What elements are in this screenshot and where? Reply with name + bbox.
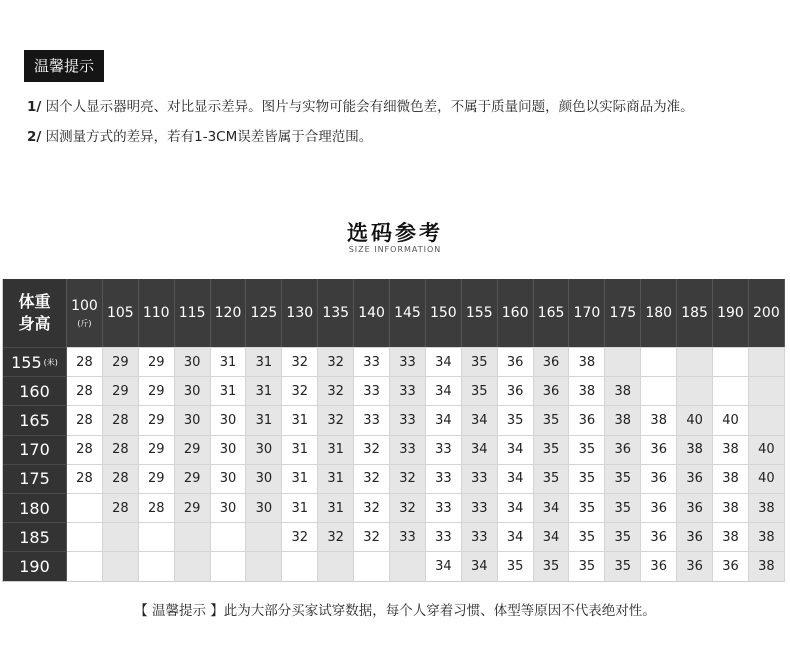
size-cell [246, 522, 282, 551]
size-cell: 29 [139, 435, 175, 464]
size-cell [103, 551, 139, 580]
size-cell: 31 [246, 347, 282, 376]
size-cell: 30 [175, 347, 211, 376]
weight-header [569, 279, 605, 347]
weight-header [390, 279, 426, 347]
size-cell [641, 376, 677, 405]
size-cell: 30 [211, 493, 247, 522]
size-cell: 31 [318, 435, 354, 464]
size-cell [390, 551, 426, 580]
size-cell: 40 [749, 435, 785, 464]
weight-header-value: 175 [609, 305, 637, 321]
weight-header-value: 180 [645, 305, 673, 321]
size-cell: 31 [246, 376, 282, 405]
weight-header [211, 279, 247, 347]
size-cell: 35 [534, 405, 570, 434]
size-cell: 31 [318, 464, 354, 493]
weight-header [246, 279, 282, 347]
height-header [3, 464, 67, 493]
size-cell: 29 [175, 464, 211, 493]
notice-line-1-text: 因个人显示器明亮、对比显示差异。图片与实物可能会有细微色差，不属于质量问题，颜色以实际商品为准。 [45, 99, 694, 115]
size-cell: 32 [318, 347, 354, 376]
weight-header-value: 105 [106, 305, 134, 321]
size-cell: 29 [103, 376, 139, 405]
size-cell: 28 [67, 464, 103, 493]
size-cell: 31 [318, 493, 354, 522]
size-cell: 38 [569, 376, 605, 405]
notice-line-2 [27, 125, 372, 145]
size-cell: 40 [749, 464, 785, 493]
weight-header [139, 279, 175, 347]
size-cell: 40 [713, 405, 749, 434]
size-cell: 34 [498, 493, 534, 522]
size-cell: 34 [534, 522, 570, 551]
size-cell: 30 [211, 435, 247, 464]
size-cell: 38 [713, 435, 749, 464]
height-header [3, 551, 67, 580]
size-cell: 33 [390, 435, 426, 464]
size-table [2, 279, 785, 582]
size-cell [211, 551, 247, 580]
size-cell: 35 [462, 347, 498, 376]
height-unit: (米) [43, 357, 58, 367]
notice-line-2-text: 因测量方式的差异，若有1-3CM误差皆属于合理范围。 [45, 129, 373, 145]
size-cell: 30 [175, 376, 211, 405]
weight-header [282, 279, 318, 347]
size-cell: 35 [605, 551, 641, 580]
weight-header-value: 160 [501, 305, 529, 321]
height-header-value: 170 [19, 440, 50, 460]
size-cell: 29 [175, 493, 211, 522]
size-cell: 28 [103, 405, 139, 434]
weight-header [462, 279, 498, 347]
size-cell: 32 [282, 347, 318, 376]
size-cell: 40 [677, 405, 713, 434]
weight-header-value: 200 [753, 305, 780, 321]
size-cell: 35 [569, 522, 605, 551]
size-cell: 36 [713, 551, 749, 580]
size-cell: 38 [641, 405, 677, 434]
size-cell: 32 [354, 493, 390, 522]
size-cell: 34 [534, 493, 570, 522]
size-cell [246, 551, 282, 580]
size-cell [749, 405, 785, 434]
size-cell: 36 [677, 522, 713, 551]
size-cell: 34 [498, 435, 534, 464]
size-cell: 32 [318, 405, 354, 434]
section-subtitle: SIZE INFORMATION [348, 245, 442, 254]
size-cell: 30 [175, 405, 211, 434]
weight-header-value: 130 [286, 305, 314, 321]
notice-line-1-number: 1/ [27, 99, 42, 115]
size-cell: 31 [282, 464, 318, 493]
size-cell: 35 [498, 405, 534, 434]
size-cell: 33 [462, 464, 498, 493]
size-cell: 38 [713, 464, 749, 493]
height-header-value: 165 [19, 410, 50, 430]
size-cell [139, 551, 175, 580]
table-corner [3, 279, 67, 347]
size-cell: 28 [67, 405, 103, 434]
size-cell: 36 [534, 347, 570, 376]
weight-header-value: 125 [250, 305, 278, 321]
weight-header-value: 155 [465, 305, 493, 321]
size-cell: 38 [713, 522, 749, 551]
size-cell: 36 [641, 464, 677, 493]
size-cell: 33 [354, 376, 390, 405]
size-cell: 28 [103, 435, 139, 464]
size-cell: 36 [641, 522, 677, 551]
size-cell [139, 522, 175, 551]
size-cell: 30 [211, 405, 247, 434]
height-header [3, 493, 67, 522]
size-cell: 34 [426, 376, 462, 405]
weight-header-value: 190 [717, 305, 744, 321]
size-cell: 30 [246, 464, 282, 493]
size-cell: 28 [67, 435, 103, 464]
weight-header [641, 279, 677, 347]
height-header-value: 155 [11, 352, 42, 372]
size-cell: 33 [426, 435, 462, 464]
height-header-value: 190 [19, 556, 50, 576]
size-cell: 35 [569, 435, 605, 464]
weight-header-value: 100 [71, 297, 98, 314]
size-cell [67, 493, 103, 522]
weight-header [605, 279, 641, 347]
size-cell [67, 522, 103, 551]
size-cell [67, 551, 103, 580]
size-cell [211, 522, 247, 551]
weight-header [426, 279, 462, 347]
size-cell: 38 [713, 493, 749, 522]
size-cell [713, 376, 749, 405]
size-cell [641, 347, 677, 376]
size-cell: 29 [139, 376, 175, 405]
size-cell: 28 [103, 464, 139, 493]
size-cell: 35 [605, 493, 641, 522]
size-cell: 31 [211, 376, 247, 405]
weight-header-value: 185 [681, 305, 708, 321]
size-cell: 38 [677, 435, 713, 464]
size-cell: 33 [390, 347, 426, 376]
height-header [3, 405, 67, 434]
size-cell: 35 [605, 464, 641, 493]
size-cell: 35 [462, 376, 498, 405]
height-header-value: 175 [19, 469, 50, 489]
weight-header [354, 279, 390, 347]
size-cell: 31 [282, 493, 318, 522]
size-cell: 38 [749, 551, 785, 580]
size-cell [749, 376, 785, 405]
size-cell: 36 [641, 435, 677, 464]
notice-line-2-number: 2/ [27, 129, 42, 145]
size-cell: 38 [605, 376, 641, 405]
height-header [3, 376, 67, 405]
size-cell [713, 347, 749, 376]
weight-header-value: 120 [214, 305, 242, 321]
weight-header [677, 279, 713, 347]
size-cell [103, 522, 139, 551]
notice-line-1 [27, 95, 694, 115]
notice-badge: 温馨提示 [24, 50, 104, 82]
height-header [3, 435, 67, 464]
size-cell: 35 [605, 522, 641, 551]
size-cell: 33 [390, 522, 426, 551]
size-cell: 32 [318, 522, 354, 551]
size-cell: 38 [749, 493, 785, 522]
height-header-value: 180 [19, 498, 50, 518]
weight-unit: (斤) [77, 318, 92, 328]
size-cell: 34 [498, 522, 534, 551]
size-cell [677, 376, 713, 405]
size-cell: 36 [498, 347, 534, 376]
weight-header [103, 279, 139, 347]
size-cell: 38 [569, 347, 605, 376]
size-cell: 29 [139, 405, 175, 434]
size-cell: 36 [677, 464, 713, 493]
size-cell: 33 [462, 493, 498, 522]
size-cell: 29 [103, 347, 139, 376]
size-cell: 35 [569, 464, 605, 493]
size-cell [318, 551, 354, 580]
size-cell [605, 347, 641, 376]
weight-header-value: 165 [537, 305, 565, 321]
size-cell: 34 [462, 551, 498, 580]
weight-header [534, 279, 570, 347]
size-cell: 36 [677, 493, 713, 522]
size-cell: 35 [498, 551, 534, 580]
size-cell: 32 [282, 522, 318, 551]
size-cell [282, 551, 318, 580]
size-cell [175, 551, 211, 580]
size-cell: 30 [211, 464, 247, 493]
size-cell: 32 [390, 464, 426, 493]
size-cell: 36 [641, 493, 677, 522]
weight-header-value: 170 [573, 305, 601, 321]
weight-header-value: 115 [178, 305, 206, 321]
size-cell: 34 [498, 464, 534, 493]
size-cell: 33 [354, 347, 390, 376]
size-cell: 34 [426, 551, 462, 580]
size-cell [175, 522, 211, 551]
size-cell: 36 [677, 551, 713, 580]
size-cell: 33 [426, 522, 462, 551]
size-cell: 29 [139, 464, 175, 493]
weight-header-value: 145 [394, 305, 421, 321]
size-cell: 34 [426, 405, 462, 434]
weight-header [498, 279, 534, 347]
size-cell: 36 [534, 376, 570, 405]
size-cell: 29 [139, 347, 175, 376]
size-cell: 32 [318, 376, 354, 405]
size-cell: 29 [175, 435, 211, 464]
section-title: 选码参考 [347, 221, 443, 245]
size-cell: 28 [67, 376, 103, 405]
weight-header-value: 135 [322, 305, 350, 321]
weight-header [175, 279, 211, 347]
size-cell: 36 [605, 435, 641, 464]
size-cell: 28 [103, 493, 139, 522]
weight-header [713, 279, 749, 347]
height-header [3, 522, 67, 551]
size-cell: 32 [354, 464, 390, 493]
size-cell: 35 [534, 551, 570, 580]
size-cell: 36 [641, 551, 677, 580]
footer-note: 【 温馨提示 】此为大部分买家试穿数据，每个人穿着习惯、体型等原因不代表绝对性。 [134, 603, 656, 619]
size-cell: 28 [139, 493, 175, 522]
size-cell: 31 [282, 405, 318, 434]
size-cell [354, 551, 390, 580]
height-header-value: 160 [19, 381, 50, 401]
size-cell: 33 [390, 405, 426, 434]
size-cell: 33 [390, 376, 426, 405]
size-cell: 30 [246, 435, 282, 464]
size-cell: 33 [426, 464, 462, 493]
size-cell: 34 [462, 435, 498, 464]
height-header-value: 185 [19, 527, 50, 547]
size-cell: 38 [605, 405, 641, 434]
size-cell: 32 [282, 376, 318, 405]
size-cell: 35 [569, 551, 605, 580]
size-cell: 33 [354, 405, 390, 434]
size-cell: 34 [426, 347, 462, 376]
size-cell [677, 347, 713, 376]
size-cell: 32 [354, 435, 390, 464]
size-cell: 38 [749, 522, 785, 551]
size-cell: 30 [246, 493, 282, 522]
size-cell: 31 [211, 347, 247, 376]
weight-header-value: 140 [358, 305, 385, 321]
size-cell: 32 [354, 522, 390, 551]
size-cell: 31 [282, 435, 318, 464]
size-cell: 36 [498, 376, 534, 405]
size-cell [749, 347, 785, 376]
weight-header [318, 279, 354, 347]
weight-header [67, 279, 103, 347]
size-cell: 33 [426, 493, 462, 522]
size-cell: 35 [569, 493, 605, 522]
height-header [3, 347, 67, 376]
weight-header-value: 110 [142, 305, 170, 321]
weight-header [749, 279, 785, 347]
corner-height-label: 身高 [18, 314, 51, 333]
weight-header-value: 150 [429, 305, 457, 321]
size-cell: 33 [462, 522, 498, 551]
size-cell: 35 [534, 435, 570, 464]
corner-weight-label: 体重 [18, 292, 51, 311]
size-cell: 34 [462, 405, 498, 434]
size-cell: 36 [569, 405, 605, 434]
size-cell: 28 [67, 347, 103, 376]
size-cell: 31 [246, 405, 282, 434]
size-cell: 32 [390, 493, 426, 522]
size-cell: 35 [534, 464, 570, 493]
